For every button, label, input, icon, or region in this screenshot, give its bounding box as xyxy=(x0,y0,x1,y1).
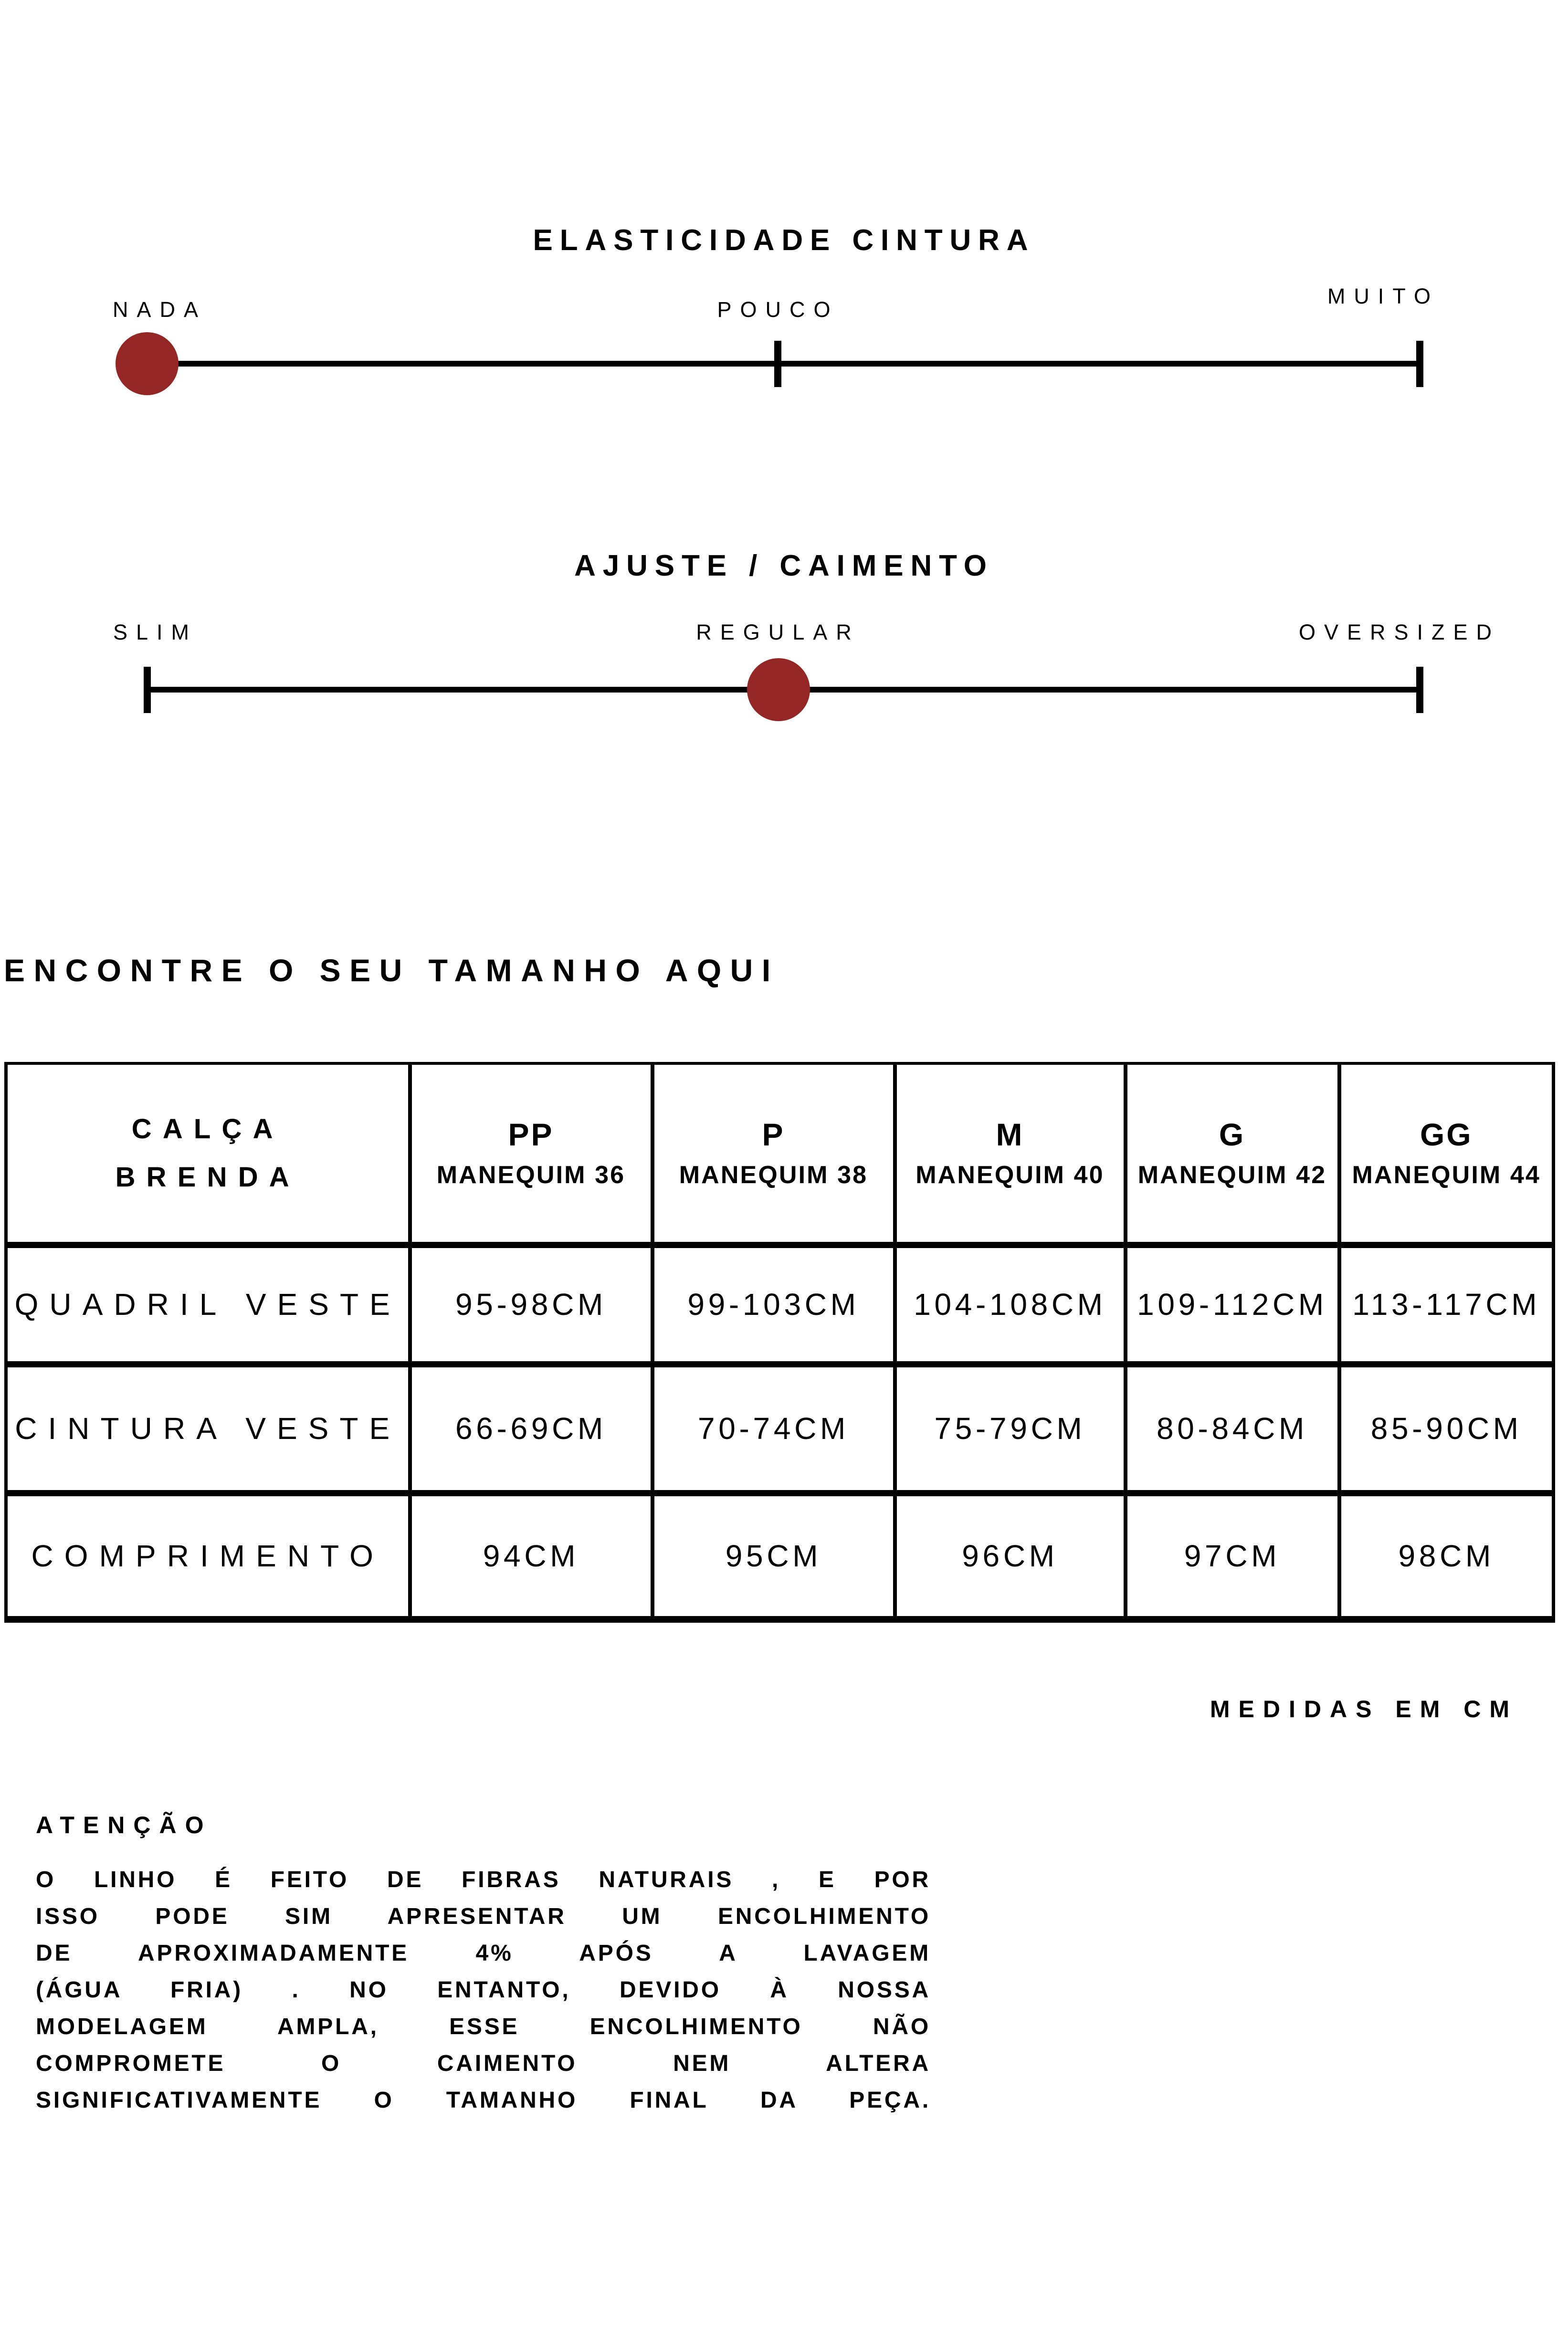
table-row-cintura xyxy=(6,1364,1554,1493)
slider-elasticidade-tick-right xyxy=(1416,341,1423,387)
measurement-value-cell: 96CM xyxy=(895,1493,1126,1619)
product-name: CALÇA BRENDA xyxy=(115,1113,300,1193)
measurement-row-label: QUADRIL VESTE xyxy=(6,1245,410,1364)
size-column-pp xyxy=(410,1063,652,1245)
attention-paragraph-line: DE APROXIMADAMENTE 4% APÓS A LAVAGEM xyxy=(36,1941,931,1966)
table-row-quadril xyxy=(6,1245,1554,1364)
measurement-value-cell: 99-103CM xyxy=(652,1245,895,1364)
slider-elasticidade-tick-middle xyxy=(774,341,781,387)
measurement-value-cell: 95CM xyxy=(652,1493,895,1619)
measurement-value-cell: 85-90CM xyxy=(1339,1364,1554,1493)
slider-elasticidade-label-muito: MUITO xyxy=(1327,284,1439,308)
mannequin-label: MANEQUIM 36 xyxy=(436,1161,626,1189)
slider-ajuste-label-slim: SLIM xyxy=(113,620,198,644)
attention-paragraph-line: COMPROMETE O CAIMENTO NEM ALTERA xyxy=(36,2051,931,2076)
measurement-value-cell: 113-117CM xyxy=(1339,1245,1554,1364)
attention-paragraph-line: (ÁGUA FRIA) . NO ENTANTO, DEVIDO À NOSSA xyxy=(36,1977,931,2003)
measurement-value-cell: 66-69CM xyxy=(410,1364,652,1493)
product-name-cell xyxy=(6,1063,410,1245)
size-column-p xyxy=(652,1063,895,1245)
attention-paragraph-line: ISSO PODE SIM APRESENTAR UM ENCOLHIMENTO xyxy=(36,1904,931,1929)
mannequin-label: MANEQUIM 38 xyxy=(679,1161,868,1189)
slider-ajuste-title: AJUSTE / CAIMENTO xyxy=(574,549,994,582)
slider-elasticidade-dot-indicator xyxy=(116,332,179,395)
attention-heading: ATENÇÃO xyxy=(36,1812,212,1838)
size-label: GG xyxy=(1420,1117,1473,1153)
table-row-comprimento xyxy=(6,1493,1554,1619)
slider-ajuste-tick-right xyxy=(1416,667,1423,713)
size-table xyxy=(4,1062,1555,1623)
units-note: MEDIDAS EM CM xyxy=(1210,1696,1518,1722)
measurement-value-cell: 80-84CM xyxy=(1126,1364,1339,1493)
attention-paragraph-line: O LINHO É FEITO DE FIBRAS NATURAIS , E POR xyxy=(36,1867,931,1892)
size-column-m xyxy=(895,1063,1126,1245)
slider-ajuste-label-oversized: OVERSIZED xyxy=(1298,620,1500,644)
measurement-row-label: COMPRIMENTO xyxy=(6,1493,410,1619)
slider-elasticidade-label-nada: NADA xyxy=(113,297,207,322)
size-guide-heading: ENCONTRE O SEU TAMANHO AQUI xyxy=(4,953,779,988)
measurement-value-cell: 109-112CM xyxy=(1126,1245,1339,1364)
measurement-value-cell: 104-108CM xyxy=(895,1245,1126,1364)
mannequin-label: MANEQUIM 40 xyxy=(916,1161,1105,1189)
size-label: G xyxy=(1219,1117,1246,1153)
size-label: PP xyxy=(508,1117,554,1153)
mannequin-label: MANEQUIM 42 xyxy=(1137,1161,1327,1189)
measurement-value-cell: 95-98CM xyxy=(410,1245,652,1364)
slider-ajuste-dot-indicator xyxy=(747,658,810,721)
size-column-g xyxy=(1126,1063,1339,1245)
size-label: M xyxy=(996,1117,1024,1153)
slider-ajuste-label-regular: REGULAR xyxy=(696,620,860,644)
attention-paragraph-line: MODELAGEM AMPLA, ESSE ENCOLHIMENTO NÃO xyxy=(36,2014,931,2039)
measurement-value-cell: 94CM xyxy=(410,1493,652,1619)
attention-paragraph xyxy=(36,1861,931,2119)
size-table-header-row xyxy=(6,1063,1554,1245)
mannequin-label: MANEQUIM 44 xyxy=(1352,1161,1541,1189)
size-column-gg xyxy=(1339,1063,1554,1245)
slider-ajuste-tick-left xyxy=(144,667,151,713)
slider-elasticidade-label-pouco: POUCO xyxy=(717,297,839,322)
slider-elasticidade-track xyxy=(147,361,1422,367)
size-label: P xyxy=(762,1117,785,1153)
measurement-value-cell: 70-74CM xyxy=(652,1364,895,1493)
slider-elasticidade-title: ELASTICIDADE CINTURA xyxy=(533,224,1035,257)
measurement-value-cell: 98CM xyxy=(1339,1493,1554,1619)
attention-paragraph-line: SIGNIFICATIVAMENTE O TAMANHO FINAL DA PEÇA. xyxy=(36,2088,931,2113)
measurement-value-cell: 97CM xyxy=(1126,1493,1339,1619)
measurement-row-label: CINTURA VESTE xyxy=(6,1364,410,1493)
measurement-value-cell: 75-79CM xyxy=(895,1364,1126,1493)
